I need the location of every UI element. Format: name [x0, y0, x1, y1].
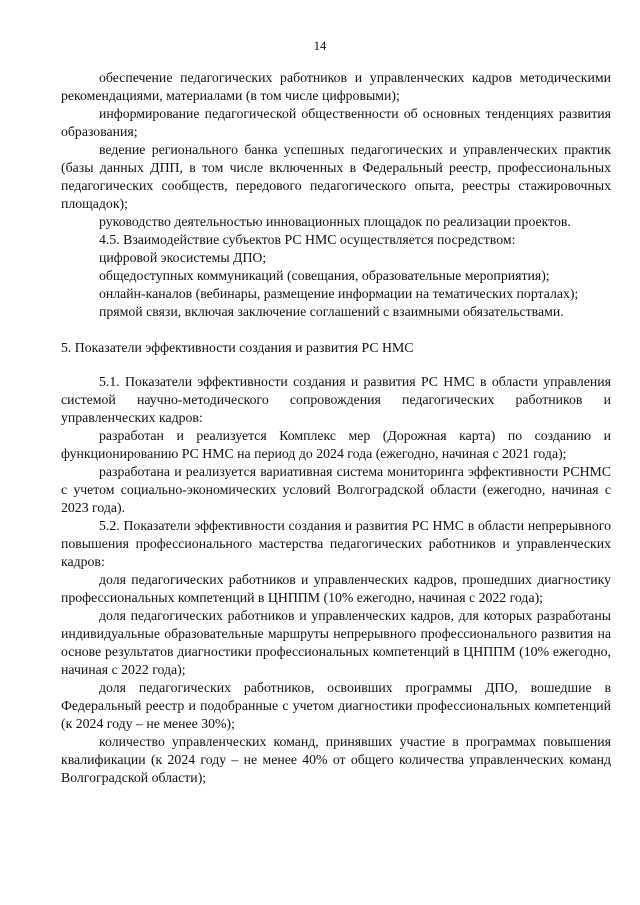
paragraph: 5.1. Показатели эффективности создания и развития РС НМС в области управления системой научно-методического сопровождения педагогических работников и управленческих кадров: [61, 374, 611, 425]
paragraph: разработан и реализуется Комплекс мер (Дорожная карта) по созданию и функционированию РС НМС на период до 2024 года (ежегодно, начиная с 2021 года); [61, 428, 611, 461]
document-body [61, 69, 611, 787]
paragraph: доля педагогических работников и управленческих кадров, прошедших диагностику профессиональных компетенций в ЦНППМ (10% ежегодно, начиная с 2022 года); [61, 572, 611, 605]
paragraph: 4.5. Взаимодействие субъектов РС НМС осуществляется посредством: [99, 232, 516, 247]
paragraph: количество управленческих команд, принявших участие в программах повышения квалификации (к 2024 году – не менее 40% от общего количества управленческих команд Волгоградской области); [61, 734, 611, 785]
paragraph: 5.2. Показатели эффективности создания и развития РС НМС в области непрерывного повышения профессионального мастерства педагогических работников и управленческих кадров: [61, 518, 611, 569]
page-number: 14 [313, 39, 327, 53]
paragraph: доля педагогических работников и управленческих кадров, для которых разработаны индивидуальные образовательные маршруты непрерывного профессионального развития на основе результатов диагностики профессиональных компетенций в ЦНППМ (10% ежегодно, начиная с 2022 года); [61, 608, 611, 677]
paragraph: общедоступных коммуникаций (совещания, образовательные мероприятия); [99, 268, 550, 283]
paragraph: цифровой экосистемы ДПО; [99, 250, 267, 265]
paragraph: информирование педагогической общественности об основных тенденциях развития образования; [61, 106, 611, 139]
paragraph: разработана и реализуется вариативная система мониторинга эффективности РСНМС с учетом социально-экономических условий Волгоградской области (ежегодно, начиная с 2023 года). [61, 464, 611, 515]
paragraph: руководство деятельностью инновационных площадок по реализации проектов. [99, 214, 571, 229]
section-heading: 5. Показатели эффективности создания и развития РС НМС [61, 340, 414, 355]
paragraph: онлайн-каналов (вебинары, размещение информации на тематических порталах); [99, 286, 579, 301]
paragraph: доля педагогических работников, освоивших программы ДПО, вошедшие в Федеральный реестр и подобранные с учетом диагностики профессиональных компетенций (к 2024 году – не менее 30%); [61, 680, 611, 731]
paragraph: обеспечение педагогических работников и управленческих кадров методическими рекомендациями, материалами (в том числе цифровыми); [61, 70, 611, 103]
paragraph: прямой связи, включая заключение соглашений с взаимными обязательствами. [99, 304, 564, 319]
paragraph: ведение регионального банка успешных педагогических и управленческих практик (базы данных ДПП, в том числе включенных в Федеральный реестр, профессиональных педагогических сообществ, передового педагогического опыта, реестры стажировочных площадок); [61, 142, 611, 211]
